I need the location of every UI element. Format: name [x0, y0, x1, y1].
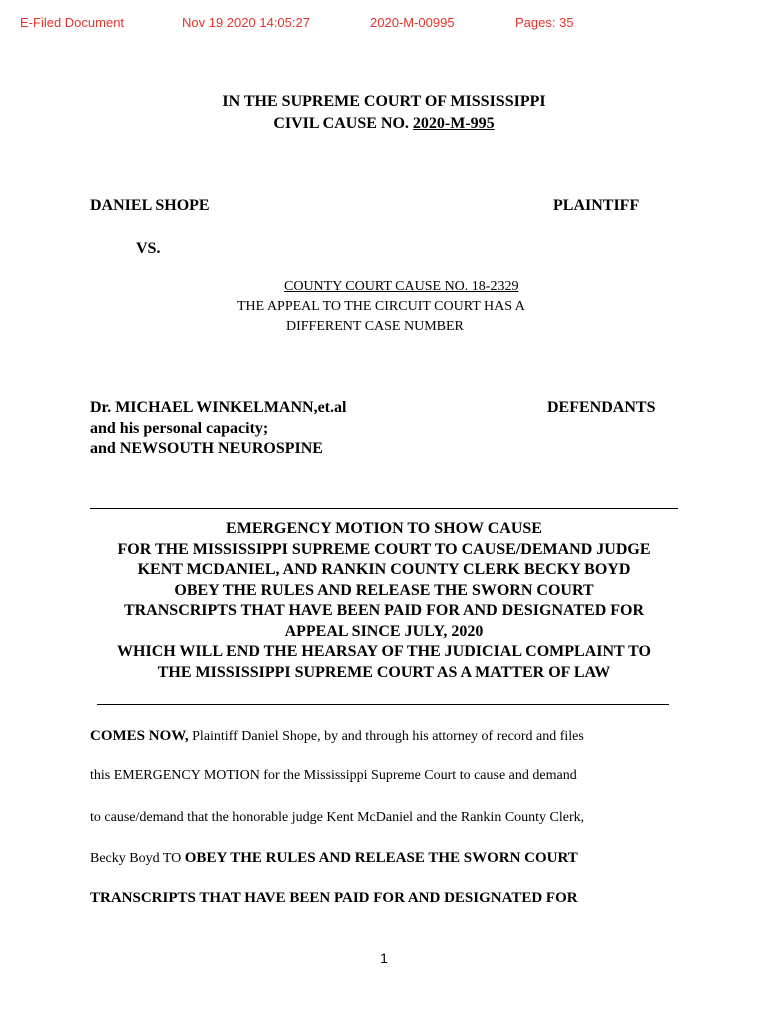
- court-name: IN THE SUPREME COURT OF MISSISSIPPI: [222, 93, 546, 110]
- county-cause: COUNTY COURT CAUSE NO. 18-2329: [284, 279, 519, 294]
- body-line-2: this EMERGENCY MOTION for the Mississippi Supreme Court to cause and demand: [90, 768, 577, 783]
- motion-title-line: WHICH WILL END THE HEARSAY OF THE JUDICIAL COMPLAINT TO: [117, 643, 651, 660]
- separator-bottom: [97, 704, 669, 705]
- motion-title-line: EMERGENCY MOTION TO SHOW CAUSE: [226, 520, 542, 537]
- body-line-5: TRANSCRIPTS THAT HAVE BEEN PAID FOR AND DESIGNATED FOR: [90, 890, 578, 906]
- appeal-note-2: DIFFERENT CASE NUMBER: [286, 319, 464, 334]
- efile-header: [0, 15, 768, 33]
- motion-title-line: APPEAL SINCE JULY, 2020: [284, 622, 484, 640]
- plaintiff-role: PLAINTIFF: [553, 197, 640, 214]
- defendant-name: Dr. MICHAEL WINKELMANN,et.al: [90, 399, 347, 416]
- motion-title-line: OBEY THE RULES AND RELEASE THE SWORN COURT: [174, 581, 594, 599]
- page-number: 1: [380, 950, 388, 966]
- comes-now: COMES NOW,: [90, 728, 189, 744]
- defendant-capacity: and his personal capacity;: [90, 420, 269, 437]
- motion-title: [0, 519, 768, 683]
- efile-label: E-Filed Document: [20, 15, 125, 30]
- civil-cause: [0, 115, 768, 133]
- efile-pages: Pages: 35: [515, 15, 574, 30]
- efile-case-id: 2020-M-00995: [370, 15, 455, 30]
- defendant-role: DEFENDANTS: [547, 399, 656, 416]
- civil-cause-prefix: CIVIL CAUSE NO.: [273, 115, 413, 132]
- efile-timestamp: Nov 19 2020 14:05:27: [182, 15, 310, 30]
- civil-cause-number: 2020-M-995: [412, 115, 495, 132]
- motion-title-line: THE MISSISSIPPI SUPREME COURT AS A MATTER OF LAW: [157, 663, 611, 681]
- plaintiff-name: DANIEL SHOPE: [90, 197, 210, 214]
- defendant-company: and NEWSOUTH NEUROSPINE: [90, 440, 323, 457]
- body-line-4: Becky Boyd TO OBEY THE RULES AND RELEASE THE SWORN COURT: [90, 850, 578, 866]
- separator-top: [90, 508, 678, 509]
- body-line-1: COMES NOW, Plaintiff Daniel Shope, by and through his attorney of record and files: [90, 728, 584, 744]
- appeal-note-1: THE APPEAL TO THE CIRCUIT COURT HAS A: [237, 299, 525, 314]
- versus: VS.: [136, 240, 161, 257]
- body-line-3: to cause/demand that the honorable judge Kent McDaniel and the Rankin County Clerk,: [90, 810, 585, 825]
- motion-title-line: KENT MCDANIEL, AND RANKIN COUNTY CLERK BECKY BOYD: [137, 561, 631, 578]
- motion-title-line: FOR THE MISSISSIPPI SUPREME COURT TO CAUSE/DEMAND JUDGE: [117, 540, 651, 558]
- motion-title-line: TRANSCRIPTS THAT HAVE BEEN PAID FOR AND DESIGNATED FOR: [123, 602, 645, 619]
